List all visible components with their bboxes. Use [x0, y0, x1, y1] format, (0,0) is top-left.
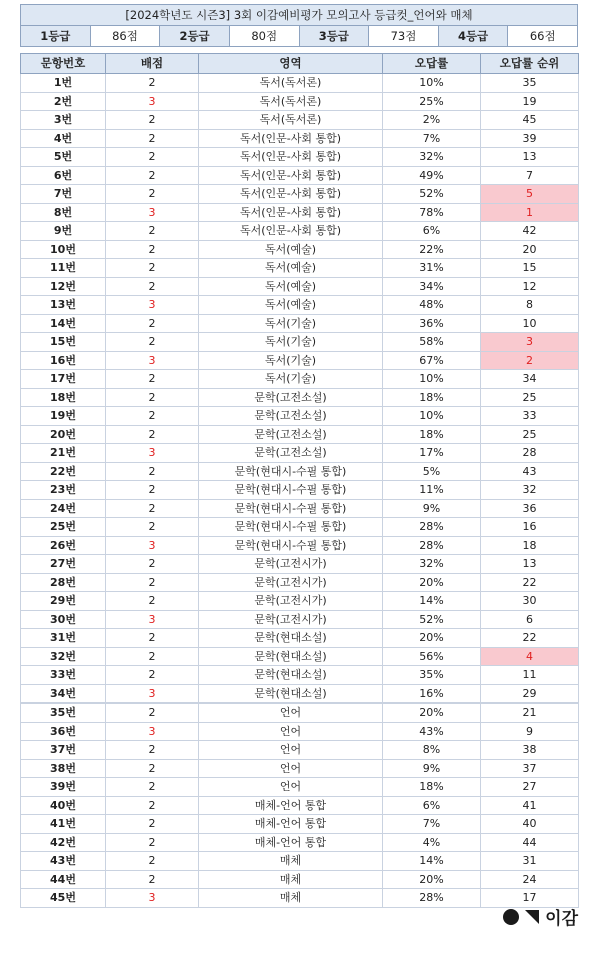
wrong-rank-cell: 31: [481, 852, 579, 871]
points-cell: 2: [106, 277, 199, 296]
wrong-rank-cell: 25: [481, 425, 579, 444]
question-number-cell: 39번: [21, 778, 106, 797]
wrong-rate-cell: 20%: [383, 870, 481, 889]
wrong-rank-cell: 16: [481, 518, 579, 537]
question-number-cell: 29번: [21, 592, 106, 611]
area-cell: 문학(고전소설): [199, 388, 383, 407]
table-row: [21, 388, 579, 407]
table-row: [21, 666, 579, 685]
wrong-rate-cell: 11%: [383, 481, 481, 500]
table-row: [21, 684, 579, 703]
points-cell: 2: [106, 815, 199, 834]
area-cell: 독서(기술): [199, 351, 383, 370]
wrong-rank-cell: 41: [481, 796, 579, 815]
question-number-cell: 1번: [21, 74, 106, 93]
wrong-rate-cell: 10%: [383, 407, 481, 426]
grade-4-score: 66점: [508, 26, 578, 47]
wrong-rate-cell: 17%: [383, 444, 481, 463]
wrong-rank-cell: 39: [481, 129, 579, 148]
wrong-rank-cell: 35: [481, 74, 579, 93]
wrong-rate-cell: 43%: [383, 722, 481, 741]
header-question-no: 문항번호: [21, 54, 106, 74]
question-number-cell: 30번: [21, 610, 106, 629]
wrong-rank-cell: 5: [481, 185, 579, 204]
area-cell: 언어: [199, 741, 383, 760]
table-row: [21, 481, 579, 500]
wrong-rate-cell: 58%: [383, 333, 481, 352]
wrong-rate-cell: 6%: [383, 222, 481, 241]
area-cell: 독서(인문-사회 통합): [199, 203, 383, 222]
area-cell: 독서(예술): [199, 277, 383, 296]
area-cell: 독서(인문-사회 통합): [199, 129, 383, 148]
wrong-rate-cell: 52%: [383, 610, 481, 629]
wrong-rate-cell: 31%: [383, 259, 481, 278]
area-cell: 독서(기술): [199, 333, 383, 352]
question-number-cell: 27번: [21, 555, 106, 574]
question-number-cell: 11번: [21, 259, 106, 278]
wrong-rate-cell: 8%: [383, 741, 481, 760]
header-wrong-rank: 오답률 순위: [481, 54, 579, 74]
wrong-rank-cell: 34: [481, 370, 579, 389]
wrong-rate-cell: 67%: [383, 351, 481, 370]
wrong-rank-cell: 32: [481, 481, 579, 500]
wrong-rate-cell: 78%: [383, 203, 481, 222]
brand-logo: [503, 904, 578, 929]
area-cell: 매체-언어 통합: [199, 796, 383, 815]
area-cell: 문학(고전소설): [199, 407, 383, 426]
area-cell: 독서(독서론): [199, 111, 383, 130]
wrong-rank-cell: 8: [481, 296, 579, 315]
table-row: [21, 111, 579, 130]
area-cell: 매체: [199, 889, 383, 908]
points-cell: 2: [106, 499, 199, 518]
wrong-rank-cell: 44: [481, 833, 579, 852]
grade-3-label: 3등급: [299, 26, 369, 47]
area-cell: 독서(인문-사회 통합): [199, 222, 383, 241]
logo-circle-icon: [503, 909, 519, 925]
question-number-cell: 38번: [21, 759, 106, 778]
question-number-cell: 28번: [21, 573, 106, 592]
question-number-cell: 32번: [21, 647, 106, 666]
points-cell: 2: [106, 185, 199, 204]
area-cell: 독서(인문-사회 통합): [199, 166, 383, 185]
wrong-rank-cell: 33: [481, 407, 579, 426]
table-row: [21, 499, 579, 518]
logo-triangle-icon: [525, 910, 539, 924]
points-cell: 2: [106, 222, 199, 241]
question-number-cell: 21번: [21, 444, 106, 463]
grade-cut-table: [20, 4, 578, 47]
points-cell: 2: [106, 166, 199, 185]
wrong-rate-cell: 25%: [383, 92, 481, 111]
wrong-rate-cell: 34%: [383, 277, 481, 296]
points-cell: 2: [106, 852, 199, 871]
header-points: 배점: [106, 54, 199, 74]
points-cell: 2: [106, 870, 199, 889]
table-row: [21, 314, 579, 333]
points-cell: 2: [106, 833, 199, 852]
points-cell: 3: [106, 92, 199, 111]
wrong-rate-cell: 2%: [383, 111, 481, 130]
table-row: [21, 129, 579, 148]
grade-4-label: 4등급: [438, 26, 508, 47]
question-number-cell: 7번: [21, 185, 106, 204]
wrong-rate-cell: 5%: [383, 462, 481, 481]
question-number-cell: 34번: [21, 684, 106, 703]
wrong-rank-cell: 18: [481, 536, 579, 555]
wrong-rank-cell: 25: [481, 388, 579, 407]
wrong-rate-cell: 18%: [383, 425, 481, 444]
area-cell: 문학(고전시가): [199, 573, 383, 592]
points-cell: 2: [106, 111, 199, 130]
area-cell: 독서(독서론): [199, 74, 383, 93]
points-cell: 3: [106, 444, 199, 463]
wrong-rate-cell: 32%: [383, 555, 481, 574]
table-row: [21, 462, 579, 481]
table-row: [21, 351, 579, 370]
wrong-rate-cell: 14%: [383, 852, 481, 871]
question-number-cell: 13번: [21, 296, 106, 315]
table-row: [21, 296, 579, 315]
points-cell: 2: [106, 388, 199, 407]
area-cell: 문학(고전소설): [199, 444, 383, 463]
area-cell: 언어: [199, 759, 383, 778]
table-row: [21, 759, 579, 778]
table-row: [21, 833, 579, 852]
question-number-cell: 16번: [21, 351, 106, 370]
table-row: [21, 555, 579, 574]
table-row: [21, 407, 579, 426]
table-row: [21, 610, 579, 629]
wrong-rate-cell: 18%: [383, 778, 481, 797]
question-number-cell: 42번: [21, 833, 106, 852]
area-cell: 매체-언어 통합: [199, 833, 383, 852]
question-number-cell: 3번: [21, 111, 106, 130]
table-row: [21, 889, 579, 908]
area-cell: 독서(기술): [199, 370, 383, 389]
points-cell: 2: [106, 796, 199, 815]
wrong-rank-cell: 21: [481, 703, 579, 722]
question-number-cell: 35번: [21, 703, 106, 722]
points-cell: 3: [106, 889, 199, 908]
table-row: [21, 425, 579, 444]
table-header-row: [21, 54, 579, 74]
wrong-rate-cell: 6%: [383, 796, 481, 815]
wrong-rate-cell: 20%: [383, 573, 481, 592]
table-row: [21, 647, 579, 666]
table-row: [21, 203, 579, 222]
question-number-cell: 8번: [21, 203, 106, 222]
points-cell: 2: [106, 259, 199, 278]
area-cell: 문학(고전소설): [199, 425, 383, 444]
points-cell: 2: [106, 314, 199, 333]
question-number-cell: 22번: [21, 462, 106, 481]
table-row: [21, 444, 579, 463]
table-row: [21, 796, 579, 815]
table-row: [21, 536, 579, 555]
wrong-rate-cell: 49%: [383, 166, 481, 185]
table-row: [21, 778, 579, 797]
table-row: [21, 703, 579, 722]
wrong-rate-cell: 16%: [383, 684, 481, 703]
wrong-rate-cell: 7%: [383, 129, 481, 148]
wrong-rate-cell: 36%: [383, 314, 481, 333]
page-title: [2024학년도 시즌3] 3회 이감예비평가 모의고사 등급컷_언어와 매체: [21, 5, 578, 26]
points-cell: 2: [106, 666, 199, 685]
wrong-rate-cell: 28%: [383, 518, 481, 537]
wrong-rate-cell: 9%: [383, 499, 481, 518]
points-cell: 3: [106, 203, 199, 222]
wrong-rank-cell: 3: [481, 333, 579, 352]
table-row: [21, 852, 579, 871]
table-row: [21, 573, 579, 592]
wrong-rank-cell: 45: [481, 111, 579, 130]
wrong-rank-cell: 30: [481, 592, 579, 611]
table-row: [21, 629, 579, 648]
wrong-rank-cell: 43: [481, 462, 579, 481]
logo-text: 이감: [545, 909, 578, 929]
area-cell: 문학(고전시가): [199, 555, 383, 574]
wrong-rate-cell: 28%: [383, 536, 481, 555]
table-row: [21, 592, 579, 611]
wrong-rank-cell: 22: [481, 573, 579, 592]
area-cell: 매체: [199, 870, 383, 889]
wrong-rank-cell: 38: [481, 741, 579, 760]
question-number-cell: 14번: [21, 314, 106, 333]
table-row: [21, 370, 579, 389]
area-cell: 문학(현대소설): [199, 684, 383, 703]
wrong-rank-cell: 15: [481, 259, 579, 278]
area-cell: 문학(현대시-수필 통합): [199, 462, 383, 481]
wrong-rank-cell: 12: [481, 277, 579, 296]
area-cell: 언어: [199, 703, 383, 722]
area-cell: 문학(현대소설): [199, 666, 383, 685]
points-cell: 2: [106, 333, 199, 352]
table-row: [21, 518, 579, 537]
grade-2-score: 80점: [229, 26, 299, 47]
wrong-rank-cell: 20: [481, 240, 579, 259]
points-cell: 2: [106, 518, 199, 537]
points-cell: 2: [106, 370, 199, 389]
wrong-rate-cell: 22%: [383, 240, 481, 259]
wrong-rate-cell: 18%: [383, 388, 481, 407]
table-row: [21, 222, 579, 241]
points-cell: 2: [106, 407, 199, 426]
wrong-rate-cell: 10%: [383, 74, 481, 93]
wrong-rank-cell: 24: [481, 870, 579, 889]
wrong-rate-cell: 56%: [383, 647, 481, 666]
question-number-cell: 44번: [21, 870, 106, 889]
table-row: [21, 277, 579, 296]
wrong-rank-cell: 27: [481, 778, 579, 797]
points-cell: 2: [106, 647, 199, 666]
area-cell: 언어: [199, 778, 383, 797]
question-number-cell: 25번: [21, 518, 106, 537]
wrong-rank-cell: 28: [481, 444, 579, 463]
area-cell: 문학(현대시-수필 통합): [199, 518, 383, 537]
points-cell: 2: [106, 592, 199, 611]
points-cell: 2: [106, 778, 199, 797]
item-analysis-table: [20, 53, 579, 908]
wrong-rank-cell: 17: [481, 889, 579, 908]
wrong-rank-cell: 40: [481, 815, 579, 834]
points-cell: 2: [106, 481, 199, 500]
wrong-rate-cell: 10%: [383, 370, 481, 389]
table-row: [21, 259, 579, 278]
area-cell: 문학(현대시-수필 통합): [199, 481, 383, 500]
area-cell: 독서(인문-사회 통합): [199, 148, 383, 167]
question-number-cell: 12번: [21, 277, 106, 296]
wrong-rate-cell: 14%: [383, 592, 481, 611]
points-cell: 3: [106, 536, 199, 555]
points-cell: 2: [106, 555, 199, 574]
table-row: [21, 741, 579, 760]
wrong-rate-cell: 52%: [383, 185, 481, 204]
question-number-cell: 2번: [21, 92, 106, 111]
wrong-rank-cell: 4: [481, 647, 579, 666]
table-row: [21, 722, 579, 741]
area-cell: 독서(독서론): [199, 92, 383, 111]
question-number-cell: 20번: [21, 425, 106, 444]
question-number-cell: 23번: [21, 481, 106, 500]
area-cell: 문학(고전시가): [199, 592, 383, 611]
wrong-rank-cell: 22: [481, 629, 579, 648]
table-row: [21, 166, 579, 185]
wrong-rate-cell: 7%: [383, 815, 481, 834]
points-cell: 3: [106, 351, 199, 370]
question-number-cell: 18번: [21, 388, 106, 407]
question-number-cell: 15번: [21, 333, 106, 352]
points-cell: 2: [106, 741, 199, 760]
area-cell: 문학(현대시-수필 통합): [199, 499, 383, 518]
question-number-cell: 9번: [21, 222, 106, 241]
question-number-cell: 4번: [21, 129, 106, 148]
header-wrong-rate: 오답률: [383, 54, 481, 74]
area-cell: 독서(예술): [199, 240, 383, 259]
wrong-rank-cell: 7: [481, 166, 579, 185]
points-cell: 3: [106, 296, 199, 315]
wrong-rate-cell: 28%: [383, 889, 481, 908]
question-number-cell: 6번: [21, 166, 106, 185]
wrong-rate-cell: 32%: [383, 148, 481, 167]
points-cell: 3: [106, 684, 199, 703]
area-cell: 독서(예술): [199, 296, 383, 315]
points-cell: 2: [106, 74, 199, 93]
area-cell: 문학(고전시가): [199, 610, 383, 629]
table-row: [21, 92, 579, 111]
area-cell: 독서(인문-사회 통합): [199, 185, 383, 204]
grade-1-score: 86점: [90, 26, 160, 47]
table-row: [21, 185, 579, 204]
question-number-cell: 37번: [21, 741, 106, 760]
wrong-rank-cell: 9: [481, 722, 579, 741]
wrong-rank-cell: 36: [481, 499, 579, 518]
wrong-rank-cell: 1: [481, 203, 579, 222]
question-number-cell: 24번: [21, 499, 106, 518]
table-row: [21, 815, 579, 834]
question-number-cell: 5번: [21, 148, 106, 167]
wrong-rank-cell: 42: [481, 222, 579, 241]
grade-3-score: 73점: [369, 26, 439, 47]
points-cell: 2: [106, 129, 199, 148]
question-number-cell: 40번: [21, 796, 106, 815]
area-cell: 문학(현대소설): [199, 647, 383, 666]
area-cell: 독서(기술): [199, 314, 383, 333]
points-cell: 2: [106, 759, 199, 778]
points-cell: 3: [106, 722, 199, 741]
points-cell: 2: [106, 425, 199, 444]
table-row: [21, 870, 579, 889]
points-cell: 2: [106, 148, 199, 167]
wrong-rate-cell: 48%: [383, 296, 481, 315]
wrong-rate-cell: 35%: [383, 666, 481, 685]
wrong-rank-cell: 13: [481, 148, 579, 167]
wrong-rank-cell: 6: [481, 610, 579, 629]
points-cell: 2: [106, 462, 199, 481]
wrong-rank-cell: 19: [481, 92, 579, 111]
points-cell: 3: [106, 610, 199, 629]
points-cell: 2: [106, 629, 199, 648]
wrong-rate-cell: 9%: [383, 759, 481, 778]
question-number-cell: 31번: [21, 629, 106, 648]
wrong-rank-cell: 10: [481, 314, 579, 333]
points-cell: 2: [106, 573, 199, 592]
header-area: 영역: [199, 54, 383, 74]
wrong-rank-cell: 2: [481, 351, 579, 370]
table-row: [21, 74, 579, 93]
table-row: [21, 333, 579, 352]
question-number-cell: 41번: [21, 815, 106, 834]
question-number-cell: 45번: [21, 889, 106, 908]
wrong-rate-cell: 20%: [383, 703, 481, 722]
wrong-rank-cell: 11: [481, 666, 579, 685]
table-row: [21, 240, 579, 259]
wrong-rate-cell: 4%: [383, 833, 481, 852]
wrong-rank-cell: 29: [481, 684, 579, 703]
area-cell: 매체-언어 통합: [199, 815, 383, 834]
question-number-cell: 33번: [21, 666, 106, 685]
area-cell: 독서(예술): [199, 259, 383, 278]
area-cell: 문학(현대소설): [199, 629, 383, 648]
wrong-rate-cell: 20%: [383, 629, 481, 648]
question-number-cell: 26번: [21, 536, 106, 555]
points-cell: 2: [106, 703, 199, 722]
question-number-cell: 10번: [21, 240, 106, 259]
table-row: [21, 148, 579, 167]
question-number-cell: 43번: [21, 852, 106, 871]
question-number-cell: 17번: [21, 370, 106, 389]
wrong-rank-cell: 37: [481, 759, 579, 778]
question-number-cell: 19번: [21, 407, 106, 426]
question-number-cell: 36번: [21, 722, 106, 741]
grade-1-label: 1등급: [21, 26, 91, 47]
wrong-rank-cell: 13: [481, 555, 579, 574]
area-cell: 매체: [199, 852, 383, 871]
points-cell: 2: [106, 240, 199, 259]
area-cell: 언어: [199, 722, 383, 741]
grade-2-label: 2등급: [160, 26, 230, 47]
area-cell: 문학(현대시-수필 통합): [199, 536, 383, 555]
